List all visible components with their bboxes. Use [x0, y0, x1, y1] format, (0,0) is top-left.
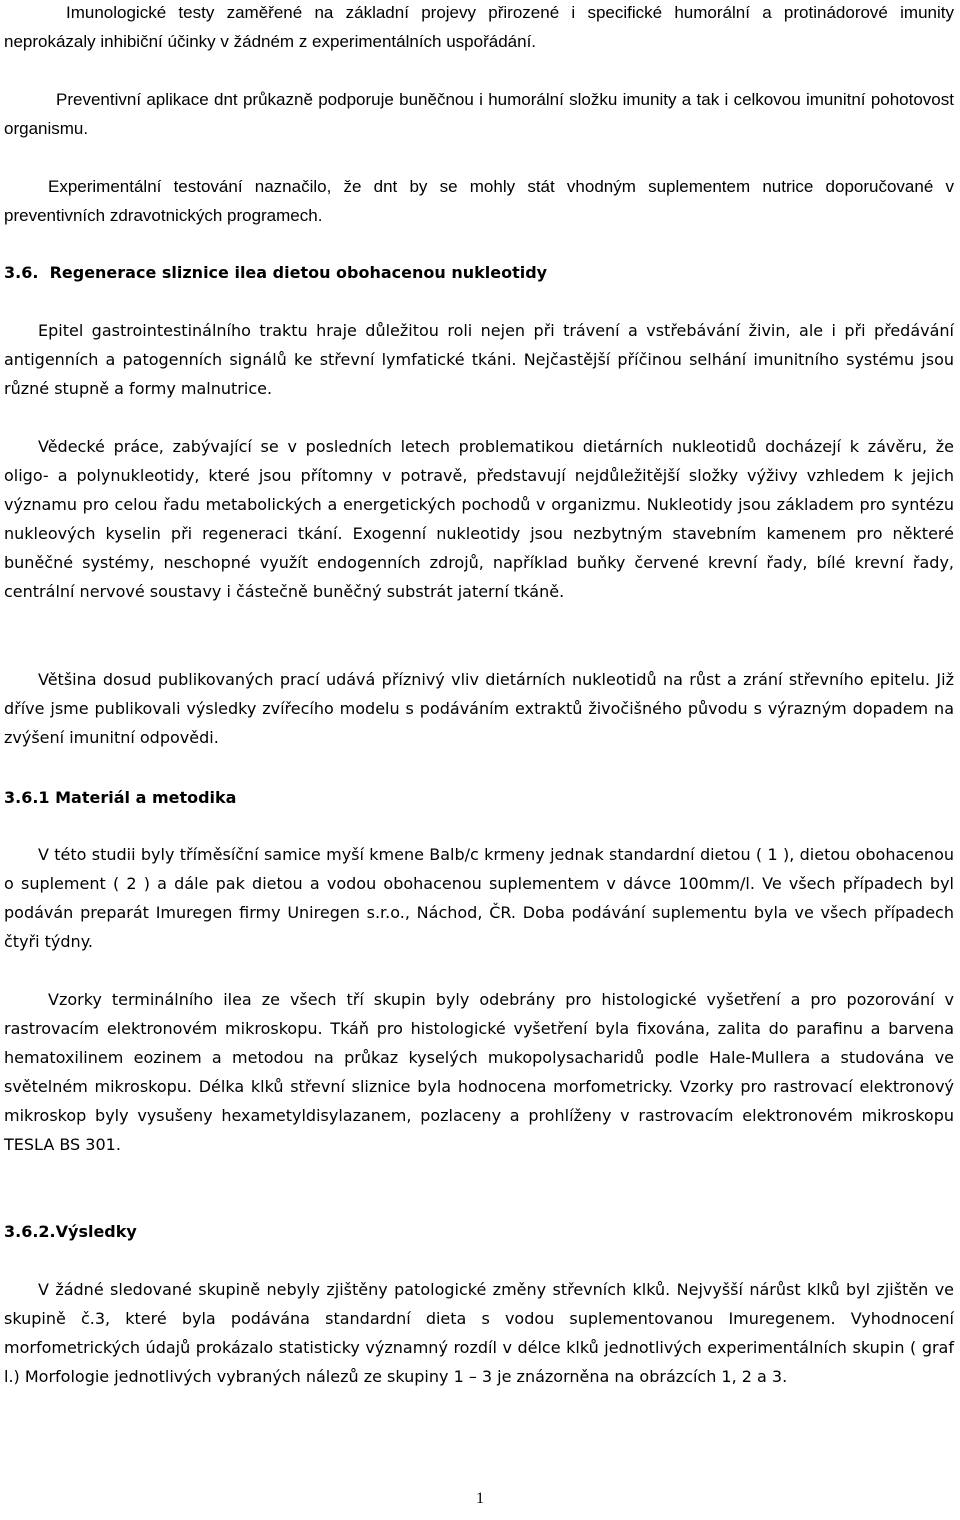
paragraph-epithelium: Epitel gastrointestinálního traktu hraje důležitou roli nejen při trávení a vstřebávání živin, ale i při předávání antigenních a patogenních signálů ke střevní lymfatické tkáni. Nejčastější příčinou selhání imunitního systému jsou různé stupně a formy malnutrice.	[4, 321, 954, 398]
paragraph-samples: Vzorky terminálního ilea ze všech tří skupin byly odebrány pro histologické vyšetření a pro pozorování v rastrovacím elektronovém mikroskopu. Tkáň pro histologické vyšetření byla fixována, zalita do parafinu a barvena hematoxilinem eozinem a metodou na průkaz kyselých mukopolysacharidů podle Hale-Mullera a studována ve světelném mikroskopu. Délka klků střevní sliznice byla hodnocena morfometricky. Vzorky pro rastrovací elektronový mikroskop byly vysušeny hexametyldisylazanem, pozlaceny a prohlíženy v rastrovacím elektronovém mikroskopu TESLA BS 301.	[4, 990, 954, 1154]
paragraph-experimental-testing: Experimentální testování naznačilo, že dnt by se mohly stát vhodným suplementem nutrice doporučované v preventivních zdravotnických programech.	[4, 177, 954, 225]
paragraph-immunology-tests: Imunologické testy zaměřené na základní projevy přirozené i specifické humorální a protinádorové imunity neprokázaly inhibiční účinky v žádném z experimentálních uspořádání.	[4, 3, 954, 51]
paragraph-results: V žádné sledované skupině nebyly zjištěny patologické změny střevních klků. Nejvyšší nárůst klků byl zjištěn ve skupině č.3, které byla podávána standardní dieta s vodou suplementovanou Imuregenem. Vyhodnocení morfometrických údajů prokázalo statisticky významný rozdíl v délce klků jednotlivých experimentálních skupin ( graf l.) Morfologie jednotlivých vybraných nálezů ze skupiny 1 – 3 je znázorněna na obrázcích 1, 2 a 3.	[4, 1280, 954, 1386]
section-heading-3-6: 3.6. Regenerace sliznice ilea dietou obohacenou nukleotidy	[4, 263, 548, 282]
section-heading-3-6-2: 3.6.2.Výsledky	[4, 1222, 137, 1241]
paragraph-preventive-application: Preventivní aplikace dnt průkazně podporuje buněčnou i humorální složku imunity a tak i celkovou imunitní pohotovost organismu.	[4, 90, 954, 138]
paragraph-study-design: V této studii byly tříměsíční samice myší kmene Balb/c krmeny jednak standardní dietou ( 1 ), dietou obohacenou o suplement ( 2 ) a dále pak dietou a vodou obohacenou suplementem v dávce 100mm/l. Ve všech případech byl podáván preparát Imuregen firmy Uniregen s.r.o., Náchod, ČR. Doba podávání suplementu byla ve všech případech čtyři týdny.	[4, 845, 954, 951]
paragraph-published-works: Většina dosud publikovaných prací udává příznivý vliv dietárních nukleotidů na růst a zrání střevního epitelu. Již dříve jsme publikovali výsledky zvířecího modelu s podáváním extraktů živočišného původu s výrazným dopadem na zvýšení imunitní odpovědi.	[4, 670, 954, 747]
page-number: 1	[476, 1490, 484, 1507]
paragraph-scientific-works: Vědecké práce, zabývající se v posledních letech problematikou dietárních nukleotidů docházejí k závěru, že oligo- a polynukleotidy, které jsou přítomny v potravě, představují nejdůležitější složky výživy vzhledem k jejich významu pro celou řadu metabolických a energetických pochodů v organizmu. Nukleotidy jsou základem pro syntézu nukleových kyselin při regeneraci tkání. Exogenní nukleotidy jsou nezbytným stavebním kamenem pro některé buněčné systémy, neschopné využít endogenních zdrojů, například buňky červené krevní řady, bílé krevní řady, centrální nervové soustavy i částečně buněčný substrát jaterní tkáně.	[4, 437, 954, 601]
section-heading-3-6-1: 3.6.1 Materiál a metodika	[4, 788, 237, 807]
